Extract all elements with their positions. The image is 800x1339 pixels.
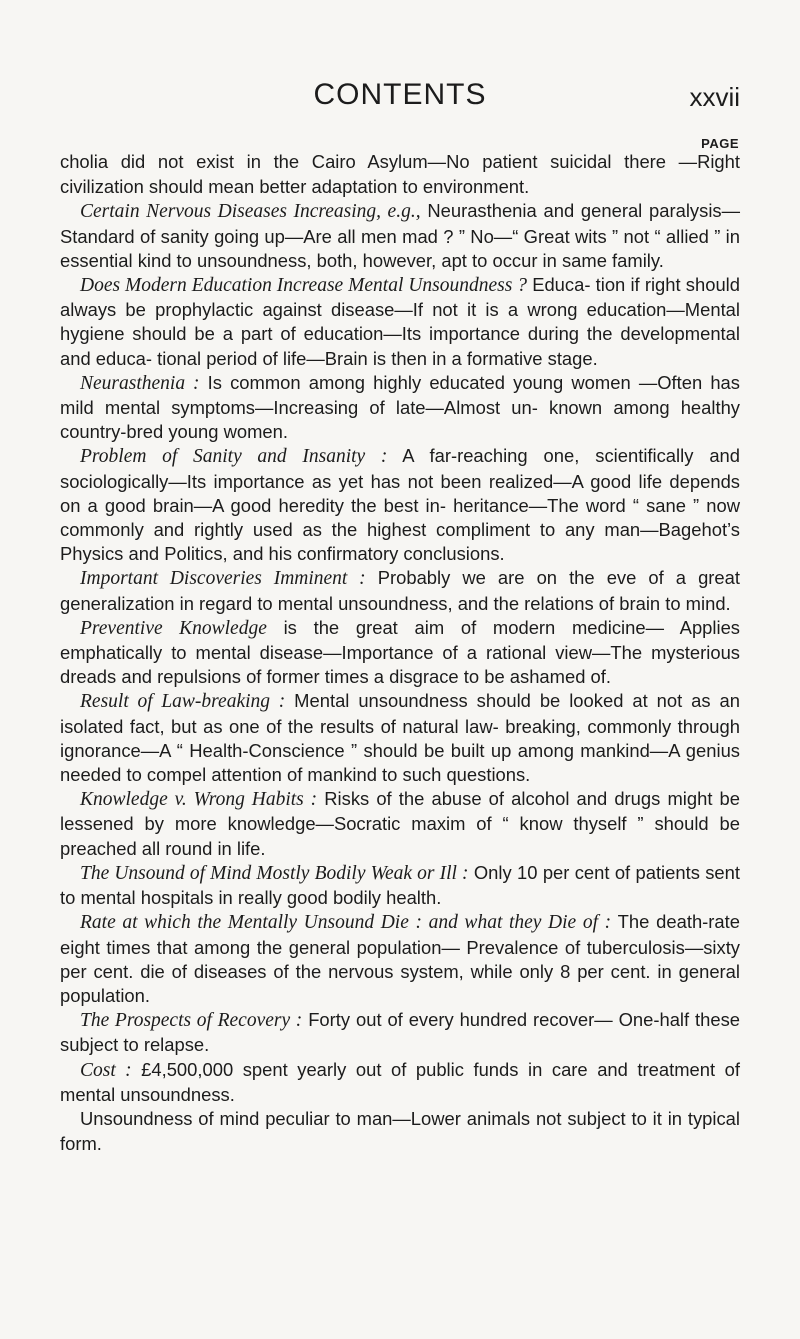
running-header [0,78,800,118]
paragraph [60,1107,740,1156]
paragraph [60,150,740,199]
topic-heading: Cost : [80,1059,132,1081]
paragraph-text: cholia did not exist in the Cairo Asylum—No patient suicidal there —Right civilization should mean better adaptation to environment. [60,151,740,198]
paragraph-text: Is common among highly educated young women —Often has mild mental symptoms—Increasing of late—Almost un- known among healthy country-bred young women. [60,371,740,443]
topic-heading: The Prospects of Recovery : [80,1010,303,1032]
paragraph-text: Mental unsoundness should be looked at not as an isolated fact, but as one of the results of natural law- breaking, commonly through ignorance—A “ Health-Conscience ” should be built up among mankind—A genius needed to compel attention of mankind to such questions. [60,690,740,786]
paragraph-text: Only 10 per cent of patients sent to mental hospitals in really good bodily health. [60,861,741,909]
paragraph-text: £4,500,000 spent yearly out of public funds in care and treatment of mental unsoundness. [60,1058,740,1105]
paragraph-text: Unsoundness of mind peculiar to man—Lower animals not subject to it in typical form. [60,1107,740,1155]
page-column-label: PAGE [701,136,739,151]
paragraph-text: Educa- tion if right should always be prophylactic against disease—If not it is a wrong education—Mental hygiene should be a part of education—Its importance during the developmental and educa- tional period of life—Brain is then in a formative stage. [60,274,740,369]
paragraph [60,787,740,861]
topic-heading: Knowledge v. Wrong Habits : [80,789,318,811]
topic-heading: Certain Nervous Diseases Increasing, e.g., [80,201,421,223]
paragraph [60,616,740,690]
topic-heading: Problem of Sanity and Insanity : [80,446,388,468]
paragraph [60,273,740,371]
paragraph [60,861,740,910]
topic-heading: Result of Law-breaking : [80,691,286,713]
paragraph [60,1008,740,1057]
paragraph [60,444,740,566]
topic-heading: The Unsound of Mind Mostly Bodily Weak or Ill : [80,862,469,884]
topic-heading: Rate at which the Mentally Unsound Die : and what they Die of : [80,912,612,934]
paragraph [60,199,740,273]
paragraph [60,566,740,615]
topic-heading: Neurasthenia : [80,372,200,394]
paragraph [60,1058,740,1107]
contents-body [60,150,740,1156]
paragraph [60,689,740,787]
topic-heading: Does Modern Education Increase Mental Unsoundness ? [80,275,528,297]
paragraph-text: Risks of the abuse of alcohol and drugs might be lessened by more knowledge—Socratic maxim of “ know thyself ” should be preached all round in life. [60,788,740,859]
paragraph-text: Forty out of every hundred recover— One-half these subject to relapse. [60,1009,741,1056]
paragraph [60,371,740,445]
paragraph-text: is the great aim of modern medicine— Applies emphatically to mental disease—Importance of a rational view—The mysterious dreads and repulsions of former times a disgrace to be ashamed of. [60,616,740,688]
paragraph-text: The death-rate eight times that among the general population— Prevalence of tuberculosis—sixty per cent. die of diseases of the nervous system, while only 8 per cent. in general population. [60,911,740,1006]
paragraph [60,910,740,1008]
running-title: CONTENTS [313,78,487,111]
paragraph-text: Probably we are on the eve of a great generalization in regard to mental unsoundness, and the relations of brain to mind. [60,567,740,614]
topic-heading: Important Discoveries Imminent : [80,568,366,590]
topic-heading: Preventive Knowledge [80,617,267,639]
page-number: xxvii [689,82,740,112]
paragraph-text: A far-reaching one, scientifically and sociologically—Its importance as yet has not been realized—A good life depends on a good brain—A good heredity the best in- heritance—The word “ sane ” now commonly and rightly used as the highest compliment to any man—Bagehot’s Physics and Politics, and his confirmatory conclusions. [60,445,740,565]
paragraph-text: Neurasthenia and general paralysis—Standard of sanity going up—Are all men mad ? ” No—“ Great wits ” not “ allied ” in essential kind to unsoundness, both, however, apt to occur in same family. [60,200,740,271]
